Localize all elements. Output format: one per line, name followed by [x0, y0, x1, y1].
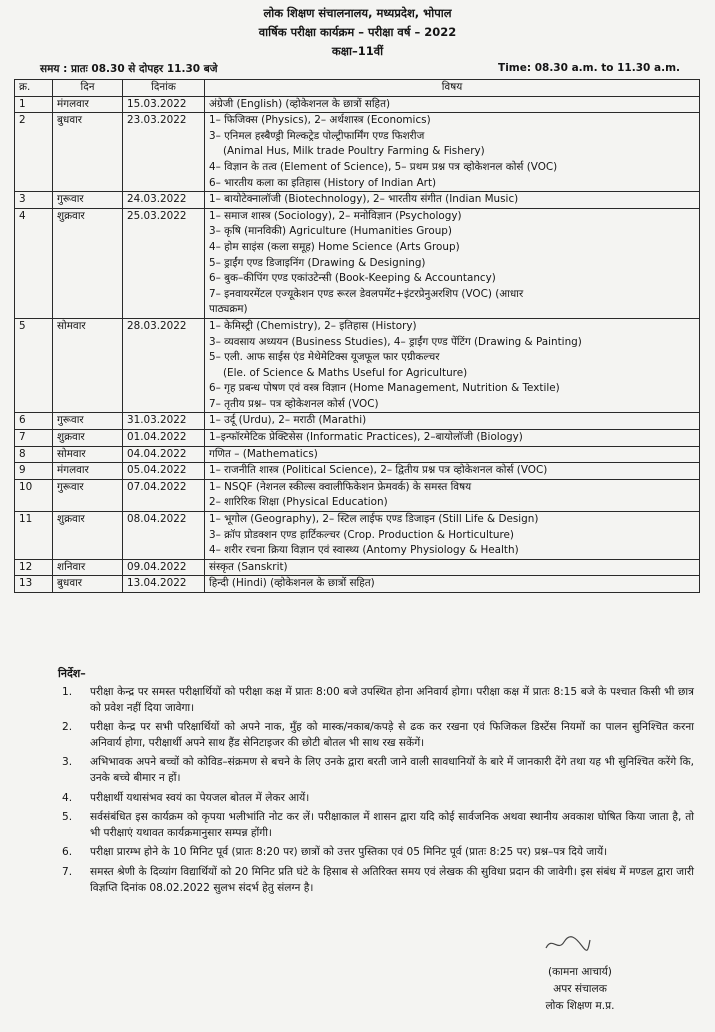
- document-header: [0, 4, 715, 61]
- table-row: [15, 113, 700, 192]
- subject-line: 1– उर्दू (Urdu), 2– मराठी (Marathi): [209, 414, 367, 427]
- cell-sn: 6: [15, 413, 53, 430]
- cell-day: गुरूवार: [53, 413, 123, 430]
- cell-day: शुक्रवार: [53, 512, 123, 560]
- subject-line: 4– होम साइंस (कला समूह) Home Science (Arts Group): [209, 240, 460, 253]
- cell-day: बुधवार: [53, 113, 123, 192]
- signature-block: [480, 948, 680, 1015]
- instruction-text: सर्वसंबंधित इस कार्यक्रम को कृपया भलीभांति नोट कर लें। परीक्षाकाल में शासन द्वारा यदि कोई सार्वजनिक अथवा स्थानीय अवकाश घोषित किया जाता है, तो भी परीक्षाएं यथावत कार्यक्रमानुसार सम्पन्न होंगी।: [90, 811, 694, 839]
- cell-subjects: [205, 192, 700, 209]
- subject-line: 7– इनवायरमेंटल एज्यूकेशन एण्ड रूरल डेवलपमेंट+इंटरप्रेनुअरशिप (VOC) (आधार: [209, 287, 524, 300]
- table-row: [15, 576, 700, 593]
- table-row: [15, 479, 700, 511]
- cell-sn: 4: [15, 208, 53, 318]
- table-row: [15, 446, 700, 463]
- subject-line: (Animal Hus, Milk trade Poultry Farming & Fishery): [223, 145, 485, 158]
- cell-sn: 11: [15, 512, 53, 560]
- signatory-name: (कामना आचार्य): [548, 966, 612, 978]
- cell-date: 07.04.2022: [123, 479, 205, 511]
- subject-line: 3– क्रॉप प्रोडक्शन एण्ड हार्टिकल्चर (Crop. Production & Horticulture): [209, 528, 514, 541]
- signatory-designation: अपर संचालक: [553, 983, 607, 995]
- col-header-subject: विषय: [205, 80, 700, 97]
- cell-sn: 8: [15, 446, 53, 463]
- subject-line: पाठ्यक्रम): [209, 303, 248, 316]
- cell-day: मंगलवार: [53, 96, 123, 113]
- subject-line: 7– तृतीय प्रश्न– पत्र व्होकेशनल कोर्स (VOC): [209, 397, 379, 410]
- instruction-number: 1.: [62, 686, 73, 698]
- subject-line: 2– शारिरिक शिक्षा (Physical Education): [209, 496, 388, 509]
- subject-line: 1– NSQF (नेशनल स्कील्स क्वालीफिकेशन फ्रेमवर्क) के समस्त विषय: [209, 480, 472, 493]
- subject-line: 3– एनिमल हस्बैण्ड्री मिल्कट्रेड पोल्ट्रीफार्मिंग एण्ड फिशरीज: [209, 129, 425, 142]
- instructions-list: [54, 685, 694, 896]
- signatory-office: लोक शिक्षण म.प्र.: [545, 1000, 615, 1012]
- cell-date: 23.03.2022: [123, 113, 205, 192]
- instruction-item: [54, 810, 694, 841]
- table-row: [15, 463, 700, 480]
- cell-date: 25.03.2022: [123, 208, 205, 318]
- subject-line: 3– व्यवसाय अध्ययन (Business Studies), 4– ड्राईंग एण्ड पेंटिंग (Drawing & Painting): [209, 335, 582, 348]
- schedule-body: [15, 96, 700, 592]
- exam-timing: [40, 62, 680, 78]
- cell-day: शुक्रवार: [53, 208, 123, 318]
- table-row: [15, 559, 700, 576]
- table-row: [15, 430, 700, 447]
- instruction-text: परीक्षा प्रारम्भ होने के 10 मिनिट पूर्व (प्रातः 8:20 पर) छात्रों को उत्तर पुस्तिका एवं 05 मिनिट पूर्व (प्रातः 8:25 पर) प्रश्न–पत्र दिये जायें।: [90, 846, 608, 859]
- instruction-text: परीक्षा केन्द्र पर सभी परिक्षार्थियों को अपने नाक, मुँह को मास्क/नकाब/कपड़े से ढक कर रखना एवं फिजिकल डिस्टेंस नियमों का पालन सुनिश्चित करना अनिवार्य होगा, परीक्षार्थी अपने साथ हैंड सेनिटाइजर की छोटी बोतल भी साथ रख सकेंगें।: [90, 721, 694, 749]
- subject-line: 5– ड्राईंग एण्ड डिजाइनिंग (Drawing & Designing): [209, 256, 426, 269]
- header-class: कक्षा–11वीं: [331, 44, 384, 58]
- table-row: [15, 96, 700, 113]
- cell-subjects: [205, 208, 700, 318]
- col-header-day: दिन: [53, 80, 123, 97]
- cell-sn: 7: [15, 430, 53, 447]
- cell-sn: 9: [15, 463, 53, 480]
- subject-line: अंग्रेजी (English) (व्होकेशनल के छात्रों सहित): [209, 97, 391, 110]
- cell-subjects: [205, 446, 700, 463]
- cell-date: 24.03.2022: [123, 192, 205, 209]
- subject-line: (Ele. of Science & Maths Useful for Agriculture): [223, 366, 468, 379]
- subject-line: 1– बायोटेक्नालॉजी (Biotechnology), 2– भारतीय संगीत (Indian Music): [209, 193, 519, 206]
- cell-date: 28.03.2022: [123, 318, 205, 413]
- instruction-item: [54, 865, 694, 896]
- subject-line: 1– समाज शास्त्र (Sociology), 2– मनोविज्ञान (Psychology): [209, 209, 462, 222]
- subject-line: गणित – (Mathematics): [209, 447, 318, 460]
- subject-line: 6– बुक–कीपिंग एण्ड एकांउटेन्सी (Book-Keeping & Accountancy): [209, 272, 496, 285]
- cell-sn: 2: [15, 113, 53, 192]
- instruction-text: परीक्षार्थी यथासंभव स्वयं का पेयजल बोतल में लेकर आयें।: [90, 791, 310, 804]
- header-directorate: लोक शिक्षण संचालनालय, मध्यप्रदेश, भोपाल: [263, 6, 452, 20]
- cell-subjects: [205, 463, 700, 480]
- instruction-item: [54, 720, 694, 751]
- table-header-row: [15, 80, 700, 97]
- cell-subjects: [205, 318, 700, 413]
- instruction-text: समस्त श्रेणी के दिव्यांग विद्यार्थियों को 20 मिनिट प्रति घंटे के हिसाब से अतिरिक्त समय एवं लेखक की सुविधा प्रदान की जावेगी। इस संबंध में मण्डल द्वारा जारी विज्ञप्ति दिनांक 08.02.2022 सुलभ संदर्भ हेतु संलग्न है।: [90, 865, 694, 894]
- subject-line: 6– भारतीय कला का इतिहास (History of Indian Art): [209, 176, 437, 189]
- cell-sn: 10: [15, 479, 53, 511]
- instruction-item: [54, 845, 694, 861]
- instructions-title: निर्देश–: [58, 667, 86, 680]
- cell-date: 05.04.2022: [123, 463, 205, 480]
- instruction-number: 6.: [62, 846, 73, 859]
- schedule-table: [14, 79, 700, 593]
- cell-subjects: [205, 512, 700, 560]
- cell-sn: 13: [15, 576, 53, 593]
- cell-day: सोमवार: [53, 318, 123, 413]
- subject-line: हिन्दी (Hindi) (व्होकेशनल के छात्रों सहित): [209, 577, 375, 590]
- timing-hindi: समय : प्रातः 08.30 से दोपहर 11.30 बजे: [40, 63, 218, 75]
- instruction-text: परीक्षा केन्द्र पर समस्त परीक्षार्थियों को परीक्षा कक्ष में प्रातः 8:00 बजे उपस्थित होना अनिवार्य होगा। परीक्षा कक्ष में प्रातः 8:15 बजे के पश्चात किसी भी छात्र को प्रवेश नहीं दिया जावेगा।: [90, 686, 694, 714]
- instruction-number: 4.: [62, 791, 73, 804]
- cell-day: शुक्रवार: [53, 430, 123, 447]
- instruction-item: [54, 755, 694, 786]
- subject-line: 1– केमिस्ट्री (Chemistry), 2– इतिहास (History): [209, 319, 417, 332]
- instructions-section: [54, 666, 694, 900]
- cell-subjects: [205, 113, 700, 192]
- cell-date: 13.04.2022: [123, 576, 205, 593]
- table-row: [15, 413, 700, 430]
- cell-day: शनिवार: [53, 559, 123, 576]
- cell-subjects: [205, 559, 700, 576]
- instruction-number: 5.: [62, 811, 73, 824]
- instruction-number: 7.: [62, 865, 73, 878]
- cell-date: 08.04.2022: [123, 512, 205, 560]
- cell-subjects: [205, 576, 700, 593]
- subject-line: 6– गृह प्रबन्ध पोषण एवं वस्त्र विज्ञान (Home Management, Nutrition & Textile): [209, 382, 560, 395]
- subject-line: 4– विज्ञान के तत्व (Element of Science), 5– प्रथम प्रश्न पत्र व्होकेशनल कोर्स (VOC): [209, 160, 558, 173]
- table-row: [15, 192, 700, 209]
- col-header-sn: क्र.: [15, 80, 53, 97]
- col-header-date: दिनांक: [123, 80, 205, 97]
- subject-line: 4– शरीर रचना क्रिया विज्ञान एवं स्वास्थ्य (Antomy Physiology & Health): [209, 544, 519, 557]
- cell-subjects: [205, 430, 700, 447]
- header-program-title: वार्षिक परीक्षा कार्यक्रम – परीक्षा वर्ष – 2022: [258, 25, 457, 39]
- cell-day: गुरूवार: [53, 192, 123, 209]
- table-row: [15, 208, 700, 318]
- instruction-number: 2.: [62, 721, 73, 734]
- subject-line: 5– एली. आफ साईस एंड मेथेमेटिक्स यूजफूल फार एग्रीकल्चर: [209, 351, 440, 364]
- cell-sn: 12: [15, 559, 53, 576]
- timing-english: Time: 08.30 a.m. to 11.30 a.m.: [498, 62, 680, 74]
- cell-sn: 1: [15, 96, 53, 113]
- cell-date: 15.03.2022: [123, 96, 205, 113]
- cell-subjects: [205, 413, 700, 430]
- subject-line: 3– कृषि (मानविकी) Agriculture (Humanities Group): [209, 225, 452, 238]
- signature-scribble-icon: [542, 934, 592, 954]
- cell-date: 04.04.2022: [123, 446, 205, 463]
- instruction-item: [54, 791, 694, 807]
- subject-line: 1–इन्फॉरमेटिक प्रेक्टिसेस (Informatic Practices), 2–बायोलॉजी (Biology): [209, 431, 523, 444]
- cell-day: सोमवार: [53, 446, 123, 463]
- subject-line: 1– राजनीति शास्त्र (Political Science), 2– द्वितीय प्रश्न पत्र व्होकेशनल कोर्स (VOC): [209, 464, 548, 477]
- subject-line: 1– फिजिक्स (Physics), 2– अर्थशास्त्र (Economics): [209, 114, 431, 127]
- instruction-item: [54, 685, 694, 716]
- table-row: [15, 318, 700, 413]
- cell-day: मंगलवार: [53, 463, 123, 480]
- subject-line: संस्कृत (Sanskrit): [209, 560, 288, 573]
- cell-date: 09.04.2022: [123, 559, 205, 576]
- cell-subjects: [205, 96, 700, 113]
- cell-day: बुधवार: [53, 576, 123, 593]
- cell-sn: 3: [15, 192, 53, 209]
- cell-sn: 5: [15, 318, 53, 413]
- instruction-number: 3.: [62, 756, 73, 769]
- subject-line: 1– भूगोल (Geography), 2– स्टिल लाईफ एण्ड डिजाइन (Still Life & Design): [209, 513, 539, 526]
- cell-subjects: [205, 479, 700, 511]
- table-row: [15, 512, 700, 560]
- cell-day: गुरूवार: [53, 479, 123, 511]
- instruction-text: अभिभावक अपने बच्चों को कोविड–संक्रमण से बचने के लिए उनके द्वारा बरती जाने वाली सावधानियों के बारे में जानकारी देंगे तथा यह भी सुनिश्चित करेंगे कि, उनके बच्चे बीमार न हों।: [90, 756, 694, 784]
- cell-date: 31.03.2022: [123, 413, 205, 430]
- cell-date: 01.04.2022: [123, 430, 205, 447]
